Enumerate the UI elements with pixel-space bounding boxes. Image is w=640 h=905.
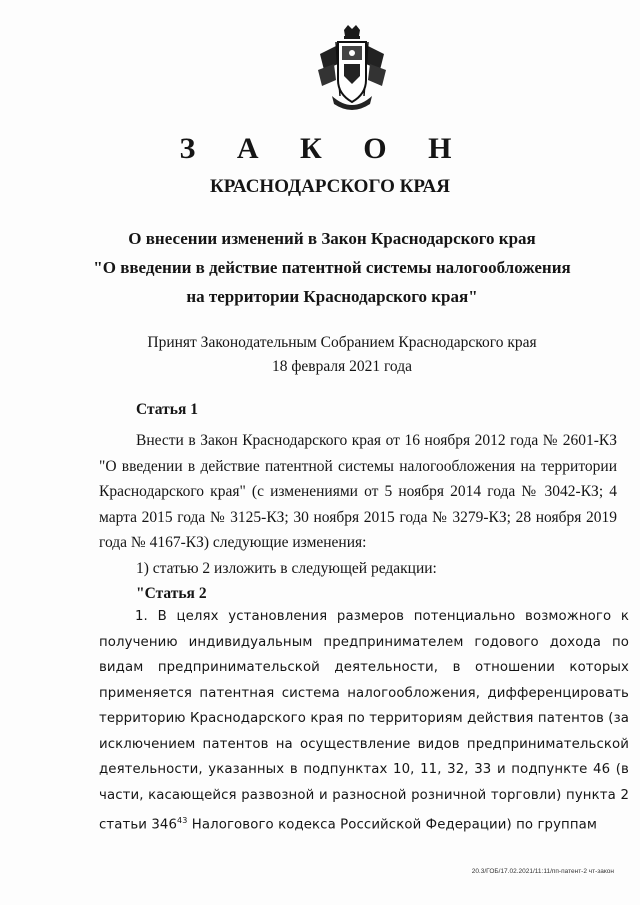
article1-body bbox=[99, 428, 617, 607]
clause1-text bbox=[99, 604, 629, 838]
law-heading-line3: на территории Краснодарского края" bbox=[186, 287, 478, 306]
clause1-part1: 1. В целях установления размеров потенциально возможного к получению индивидуальным предпринимателем годового дохода по видам предпринимательской деятельности, в отношении которых применяется патентная система налогообложения, дифференцировать территорию Краснодарского края по территориям действия патентов (за исключением патентов на осуществление видов предпринимательской деятельности, указанных в подпунктах 10, 11, 32, 33 и подпункте 46 (в части, касающейся развозной и разносной розничной торговли) пункта 2 статьи 346 bbox=[99, 609, 629, 833]
quoted-article-title: "Статья 2 bbox=[136, 585, 207, 602]
law-region: КРАСНОДАРСКОГО КРАЯ bbox=[209, 176, 451, 197]
clause1-part2: Налогового кодекса Российской Федерации) по группам bbox=[187, 817, 598, 833]
coat-of-arms-icon bbox=[314, 24, 390, 114]
footer-code: 20.3/ГОБ/17.02.2021/11:11/пп-патент-2 чт-закон bbox=[471, 868, 614, 875]
clause1-block bbox=[99, 604, 629, 838]
clause1-superscript: 43 bbox=[177, 816, 188, 825]
article1-item1: 1) статью 2 изложить в следующей редакции: bbox=[136, 559, 437, 577]
adoption-date: 18 февраля 2021 года bbox=[271, 358, 413, 375]
article1-title: Статья 1 bbox=[136, 401, 198, 418]
law-heading-line1: О внесении изменений в Закон Краснодарского края bbox=[128, 229, 536, 248]
article1-intro: Внести в Закон Краснодарского края от 16 ноября 2012 года № 2601-КЗ "О введении в действие патентной системы налогообложения на территории Краснодарского края" (с изменениями от 5 ноября 2014 года № 3042-КЗ; 4 марта 2015 года № 3125-КЗ; 30 ноября 2015 года № 3279-КЗ; 28 ноября 2019 года № 4167-КЗ) следующие изменения: bbox=[99, 432, 617, 551]
law-title: З А К О Н bbox=[179, 132, 469, 165]
adoption-line1: Принят Законодательным Собранием Краснодарского края bbox=[147, 334, 537, 351]
law-heading-line2: "О введении в действие патентной системы налогообложения bbox=[93, 258, 571, 277]
